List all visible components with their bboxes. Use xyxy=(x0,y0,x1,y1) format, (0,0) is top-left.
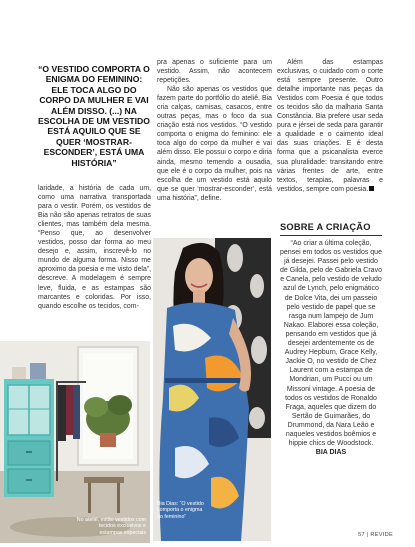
paragraph xyxy=(277,58,383,194)
sidebar-box xyxy=(280,222,382,456)
paragraph: pra apenas o suficiente para um vestido. Assim, não acontecem repetições. xyxy=(157,59,272,85)
atelier-illustration xyxy=(0,341,150,543)
atelier-photo xyxy=(0,341,150,543)
paragraph-text: Além das estampas exclusivas, o cuidado com o corte está sempre presente. Outro detalhe importante nas peças da Vestidos com Poesia é que todos os tecidos são da malharia Santa Constância. Bia prefere usar seda pura e jérsei de seda para garantir a qualidade e o caimento ideal das suas criações. E é desta forma que a psicanalista everce sua pluralidade: transitando entre várias frentes de arte, entre textos, terapias, palavras e vestidos, sempre com poesia. xyxy=(277,59,383,193)
portrait-illustration xyxy=(153,238,271,541)
sidebar-signature: BIA DIAS xyxy=(315,449,347,457)
sidebar-text: “Ao criar a última coleção, pensei em todos os vestidos que já desejei. Passei pelo vestido de Gilda, pelo de Gabriela Cravo e Canela, pelo vestido de veludo azul de Lynch, pelo enigmático de Dolce Vita, dei um passeio pelo vestido de papel que se rasga num lampejo de Jum Nakao. Elaborei essa coleção, pensando em vestidos que já desejei ardentemente os de Audrey Hepburn, Grace Kelly, Jackie O, no vestido de Chez Laurent com a estampa de Mondrian, um Pucci ou um Missoni vintage. A poesia de todos os vestidos de Ronaldo Fraga, aqueles que dizem do Sertão de Guimarães, do Drummond, da Nara Leão e naqueles vestidos boêmios e hippie chics de Woodstock. xyxy=(280,240,382,448)
paragraph: Não são apenas os vestidos que fazem parte do portfólio do ateliê. Bia cria calças, camisas, casacos, entre outras peças, mas o foco da sua criação está nos vestidos. “O vestido comporta o enigma do feminino: ele toca algo do corpo da mulher e vai além disso. Ele possui o corpo e diria ainda, mesmo temendo a ousadia, que ele é o corpo da mulher, pois na escolha de um vestido está aquilo que se quer ‘mostrar-esconder’, está uma história”, define. xyxy=(157,86,272,202)
text-column-2 xyxy=(157,58,272,203)
page-footer: 57 | REVIDE xyxy=(358,532,393,538)
paragraph: laridade, a história de cada um, como uma narrativa transportada para o vestir. Porém, os vestidos de Bia não são apenas retratos de suas clientes, mas também dela mesma. “Penso que, ao desenvolver vestidos, posso dar forma ao meu desejo e, assim, inscrevê-lo no mundo de alguma forma. Nisso me aproximo da poesia e me visto dela”, descreve. A modelagem é sempre leve, fluida, e as estampas são marcantes e coloridas. Por isso, quando escolhe os tecidos, com- xyxy=(38,185,151,310)
portrait-caption: Bia Dias: “O vestido comporta o enigma do feminino” xyxy=(157,501,204,520)
atelier-caption: No ateliê, estão vestidos com tecidos exclusivos e estampas especiais xyxy=(76,517,146,536)
sidebar-title: SOBRE A CRIAÇÃO xyxy=(280,222,382,236)
end-mark-icon xyxy=(369,186,374,191)
portrait-photo xyxy=(153,238,271,541)
pull-quote xyxy=(38,64,150,168)
pull-quote-text: “O VESTIDO COMPORTA O ENIGMA DO FEMININO: ELE TOCA ALGO DO CORPO DA MULHER E VAI ALÉM DISSO. (...) NA ESCOLHA DE UM VESTIDO ESTÁ AQUILO QUE SE QUER ‘MOSTRAR-ESCONDER’, ESTÁ UMA HISTÓRIA” xyxy=(38,64,150,168)
text-column-1 xyxy=(38,184,151,311)
text-column-3 xyxy=(277,58,383,194)
